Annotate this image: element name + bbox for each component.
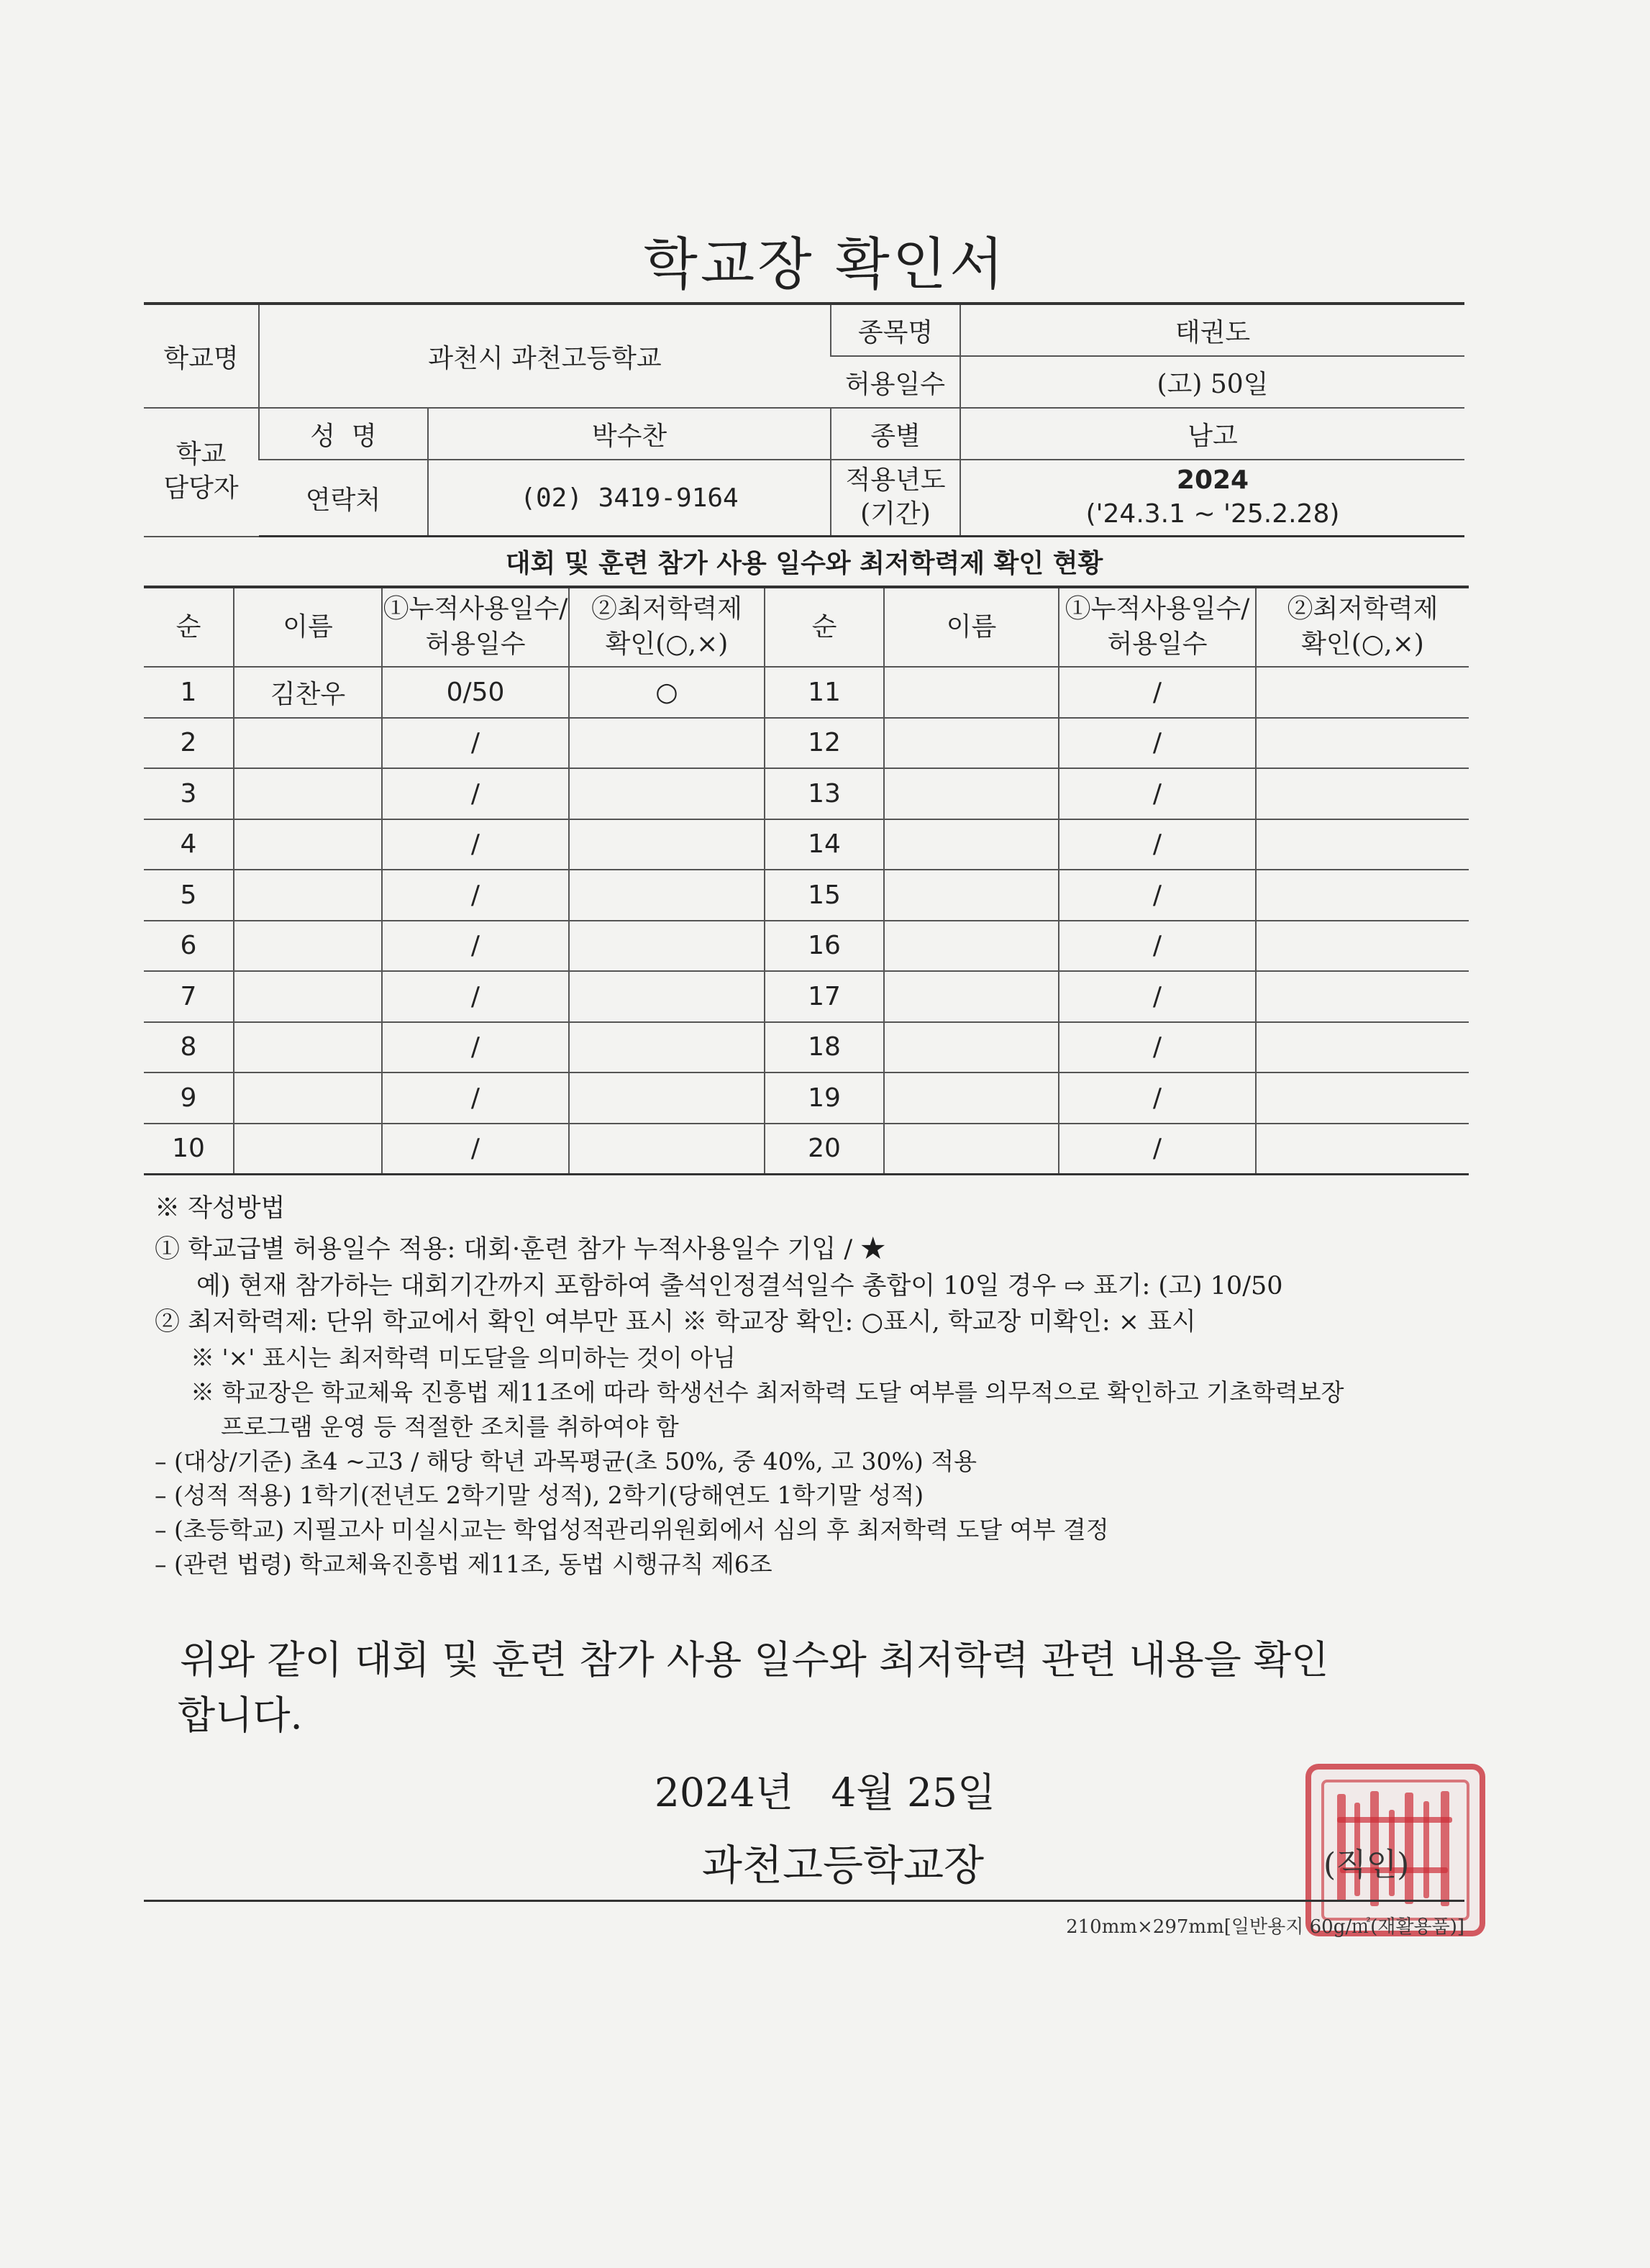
- header-name-left: 이름: [234, 587, 382, 667]
- school-label: 학교명: [144, 304, 259, 408]
- row-days-right: /: [1059, 718, 1256, 769]
- table-row: [144, 1022, 1469, 1073]
- row-days-left: /: [382, 1022, 569, 1073]
- note-1-example: 예) 현재 참가하는 대회기간까지 포함하여 출석인정결석일수 총합이 10일 경우 ⇨ 표기: (고) 10/50: [196, 1271, 1283, 1301]
- header-min-left-2: 확인(○,×): [605, 629, 729, 659]
- row-no-right: 16: [765, 921, 884, 972]
- contact-person-label: [144, 408, 259, 537]
- name-value: 박수찬: [428, 408, 831, 460]
- row-no-right: 18: [765, 1022, 884, 1073]
- section-title: 대회 및 훈련 참가 사용 일수와 최저학력제 확인 현황: [505, 548, 1103, 578]
- row-days-left: /: [382, 921, 569, 972]
- bottom-divider: [144, 1900, 1464, 1902]
- header-min-right: [1256, 587, 1469, 667]
- row-name-left: [234, 1072, 382, 1124]
- header-no-left: 순: [144, 587, 234, 667]
- type-value: 남고: [960, 408, 1464, 460]
- row-no-left: 2: [144, 718, 234, 769]
- row-days-left: /: [382, 1072, 569, 1124]
- status-table: [144, 586, 1469, 1175]
- row-no-right: 19: [765, 1072, 884, 1124]
- type-label: 종별: [831, 408, 960, 460]
- row-no-right: 17: [765, 971, 884, 1022]
- row-name-right: [884, 718, 1059, 769]
- issue-date: 2024년 4월 25일: [654, 1770, 996, 1816]
- row-name-left: [234, 921, 382, 972]
- writing-instructions: [155, 1190, 1471, 1582]
- table-row: [144, 870, 1469, 921]
- year-label-2: (기간): [860, 499, 931, 529]
- header-min-left-1: ②최저학력제: [591, 594, 742, 624]
- detail-4: – (관련 법령) 학교체육진흥법 제11조, 동법 시행규칙 제6조: [155, 1550, 772, 1579]
- phone-value: (02) 3419-9164: [428, 460, 831, 537]
- row-min-left: [569, 1124, 765, 1175]
- row-no-left: 4: [144, 819, 234, 870]
- row-min-left: [569, 819, 765, 870]
- row-name-left: 김찬우: [234, 667, 382, 718]
- table-row: [144, 718, 1469, 769]
- row-days-right: /: [1059, 1072, 1256, 1124]
- header-days-right: [1059, 587, 1256, 667]
- document-title: 학교장 확인서: [643, 232, 1007, 297]
- row-days-left: 0/50: [382, 667, 569, 718]
- row-name-right: [884, 768, 1059, 819]
- row-name-right: [884, 971, 1059, 1022]
- phone-label: 연락처: [259, 460, 428, 537]
- row-no-right: 20: [765, 1124, 884, 1175]
- row-min-left: [569, 718, 765, 769]
- header-days-right-1: ①누적사용일수/: [1065, 594, 1250, 624]
- row-days-left: /: [382, 718, 569, 769]
- row-name-right: [884, 870, 1059, 921]
- row-min-right: [1256, 1072, 1469, 1124]
- sport-label: 종목명: [831, 304, 960, 356]
- note-2: ② 최저학력제: 단위 학교에서 확인 여부만 표시 ※ 학교장 확인: ○표시, 학교장 미확인: × 표시: [155, 1308, 1196, 1337]
- row-name-right: [884, 1124, 1059, 1175]
- row-days-left: /: [382, 971, 569, 1022]
- row-name-left: [234, 768, 382, 819]
- row-days-right: /: [1059, 971, 1256, 1022]
- row-name-right: [884, 1072, 1059, 1124]
- detail-2: – (성적 적용) 1학기(전년도 2학기말 성적), 2학기(당해연도 1학기말 성적): [155, 1481, 924, 1510]
- row-name-right: [884, 921, 1059, 972]
- contact-person-label-2: 담당자: [163, 473, 239, 504]
- row-name-left: [234, 971, 382, 1022]
- year-value: 2024: [1176, 465, 1249, 496]
- days-value: (고) 50일: [960, 356, 1464, 408]
- row-days-right: /: [1059, 921, 1256, 972]
- table-row: [144, 971, 1469, 1022]
- row-no-right: 14: [765, 819, 884, 870]
- table-row: [144, 1072, 1469, 1124]
- confirmation-line-2: 합니다.: [178, 1692, 303, 1738]
- table-row: [144, 1124, 1469, 1175]
- row-name-left: [234, 1022, 382, 1073]
- note-1: ① 학교급별 허용일수 적용: 대회·훈련 참가 누적사용일수 기입 / ★: [155, 1234, 886, 1264]
- header-no-right: 순: [765, 587, 884, 667]
- confirmation-statement: [180, 1633, 1446, 1743]
- row-no-left: 5: [144, 870, 234, 921]
- paper-spec-footer: 210mm×297mm[일반용지 60g/㎡(재활용품)]: [1066, 1916, 1464, 1938]
- row-name-right: [884, 667, 1059, 718]
- row-name-left: [234, 718, 382, 769]
- row-min-left: [569, 1072, 765, 1124]
- header-min-right-2: 확인(○,×): [1301, 629, 1424, 659]
- notes-heading: ※ 작성방법: [155, 1194, 286, 1223]
- header-min-left: [569, 587, 765, 667]
- year-label-1: 적용년도: [845, 465, 946, 496]
- confirmation-line-1: 위와 같이 대회 및 훈련 참가 사용 일수와 최저학력 관련 내용을 확인: [180, 1637, 1329, 1682]
- period-value: ('24.3.1 ~ '25.2.28): [1085, 499, 1340, 529]
- row-min-right: [1256, 1022, 1469, 1073]
- row-min-left: [569, 921, 765, 972]
- row-min-right: [1256, 667, 1469, 718]
- row-days-right: /: [1059, 819, 1256, 870]
- table-row: [144, 667, 1469, 718]
- row-min-left: ○: [569, 667, 765, 718]
- year-value-cell: [960, 460, 1464, 537]
- row-min-right: [1256, 870, 1469, 921]
- row-name-left: [234, 819, 382, 870]
- row-name-right: [884, 1022, 1059, 1073]
- detail-3: – (초등학교) 지필고사 미실시교는 학업성적관리위원회에서 심의 후 최저학력 도달 여부 결정: [155, 1516, 1109, 1544]
- row-no-right: 12: [765, 718, 884, 769]
- info-table: [144, 302, 1464, 537]
- table-row: [144, 921, 1469, 972]
- row-min-right: [1256, 921, 1469, 972]
- table-row: [144, 819, 1469, 870]
- row-no-left: 6: [144, 921, 234, 972]
- row-no-left: 3: [144, 768, 234, 819]
- header-name-right: 이름: [884, 587, 1059, 667]
- row-min-right: [1256, 718, 1469, 769]
- row-no-right: 15: [765, 870, 884, 921]
- days-label: 허용일수: [831, 356, 960, 408]
- header-days-left: [382, 587, 569, 667]
- note-2-b: ※ 학교장은 학교체육 진흥법 제11조에 따라 학생선수 최저학력 도달 여부를 의무적으로 확인하고 기초학력보장: [191, 1377, 1344, 1406]
- seal-label: (직인): [1323, 1846, 1410, 1883]
- row-name-right: [884, 819, 1059, 870]
- header-days-left-2: 허용일수: [425, 629, 526, 659]
- row-no-left: 9: [144, 1072, 234, 1124]
- row-min-right: [1256, 768, 1469, 819]
- row-no-left: 10: [144, 1124, 234, 1175]
- row-days-right: /: [1059, 1124, 1256, 1175]
- row-min-left: [569, 971, 765, 1022]
- name-label: 성 명: [259, 408, 428, 460]
- row-min-left: [569, 870, 765, 921]
- note-2-b2: 프로그램 운영 등 적절한 조치를 취하여야 함: [221, 1412, 679, 1441]
- row-min-right: [1256, 819, 1469, 870]
- row-days-right: /: [1059, 768, 1256, 819]
- row-no-left: 1: [144, 667, 234, 718]
- row-days-left: /: [382, 819, 569, 870]
- school-value: 과천시 과천고등학교: [259, 304, 831, 408]
- header-days-left-1: ①누적사용일수/: [383, 594, 568, 624]
- row-min-left: [569, 1022, 765, 1073]
- header-min-right-1: ②최저학력제: [1287, 594, 1439, 624]
- detail-1: – (대상/기준) 초4 ~고3 / 해당 학년 과목평균(초 50%, 중 40%, 고 30%) 적용: [155, 1447, 977, 1475]
- row-no-left: 7: [144, 971, 234, 1022]
- row-days-left: /: [382, 768, 569, 819]
- sport-value: 태권도: [960, 304, 1464, 356]
- row-min-left: [569, 768, 765, 819]
- note-2-a: ※ '×' 표시는 최저학력 미도달을 의미하는 것이 아님: [191, 1344, 736, 1372]
- row-days-left: /: [382, 870, 569, 921]
- row-no-right: 13: [765, 768, 884, 819]
- row-days-right: /: [1059, 870, 1256, 921]
- table-row: [144, 768, 1469, 819]
- row-min-right: [1256, 1124, 1469, 1175]
- table-header-row: [144, 587, 1469, 667]
- row-no-left: 8: [144, 1022, 234, 1073]
- row-no-right: 11: [765, 667, 884, 718]
- row-min-right: [1256, 971, 1469, 1022]
- year-label: [831, 460, 960, 537]
- row-name-left: [234, 870, 382, 921]
- contact-person-label-1: 학교: [176, 440, 227, 470]
- principal-title: 과천고등학교장: [701, 1841, 985, 1890]
- row-days-right: /: [1059, 1022, 1256, 1073]
- header-days-right-2: 허용일수: [1107, 629, 1208, 659]
- row-name-left: [234, 1124, 382, 1175]
- row-days-left: /: [382, 1124, 569, 1175]
- row-days-right: /: [1059, 667, 1256, 718]
